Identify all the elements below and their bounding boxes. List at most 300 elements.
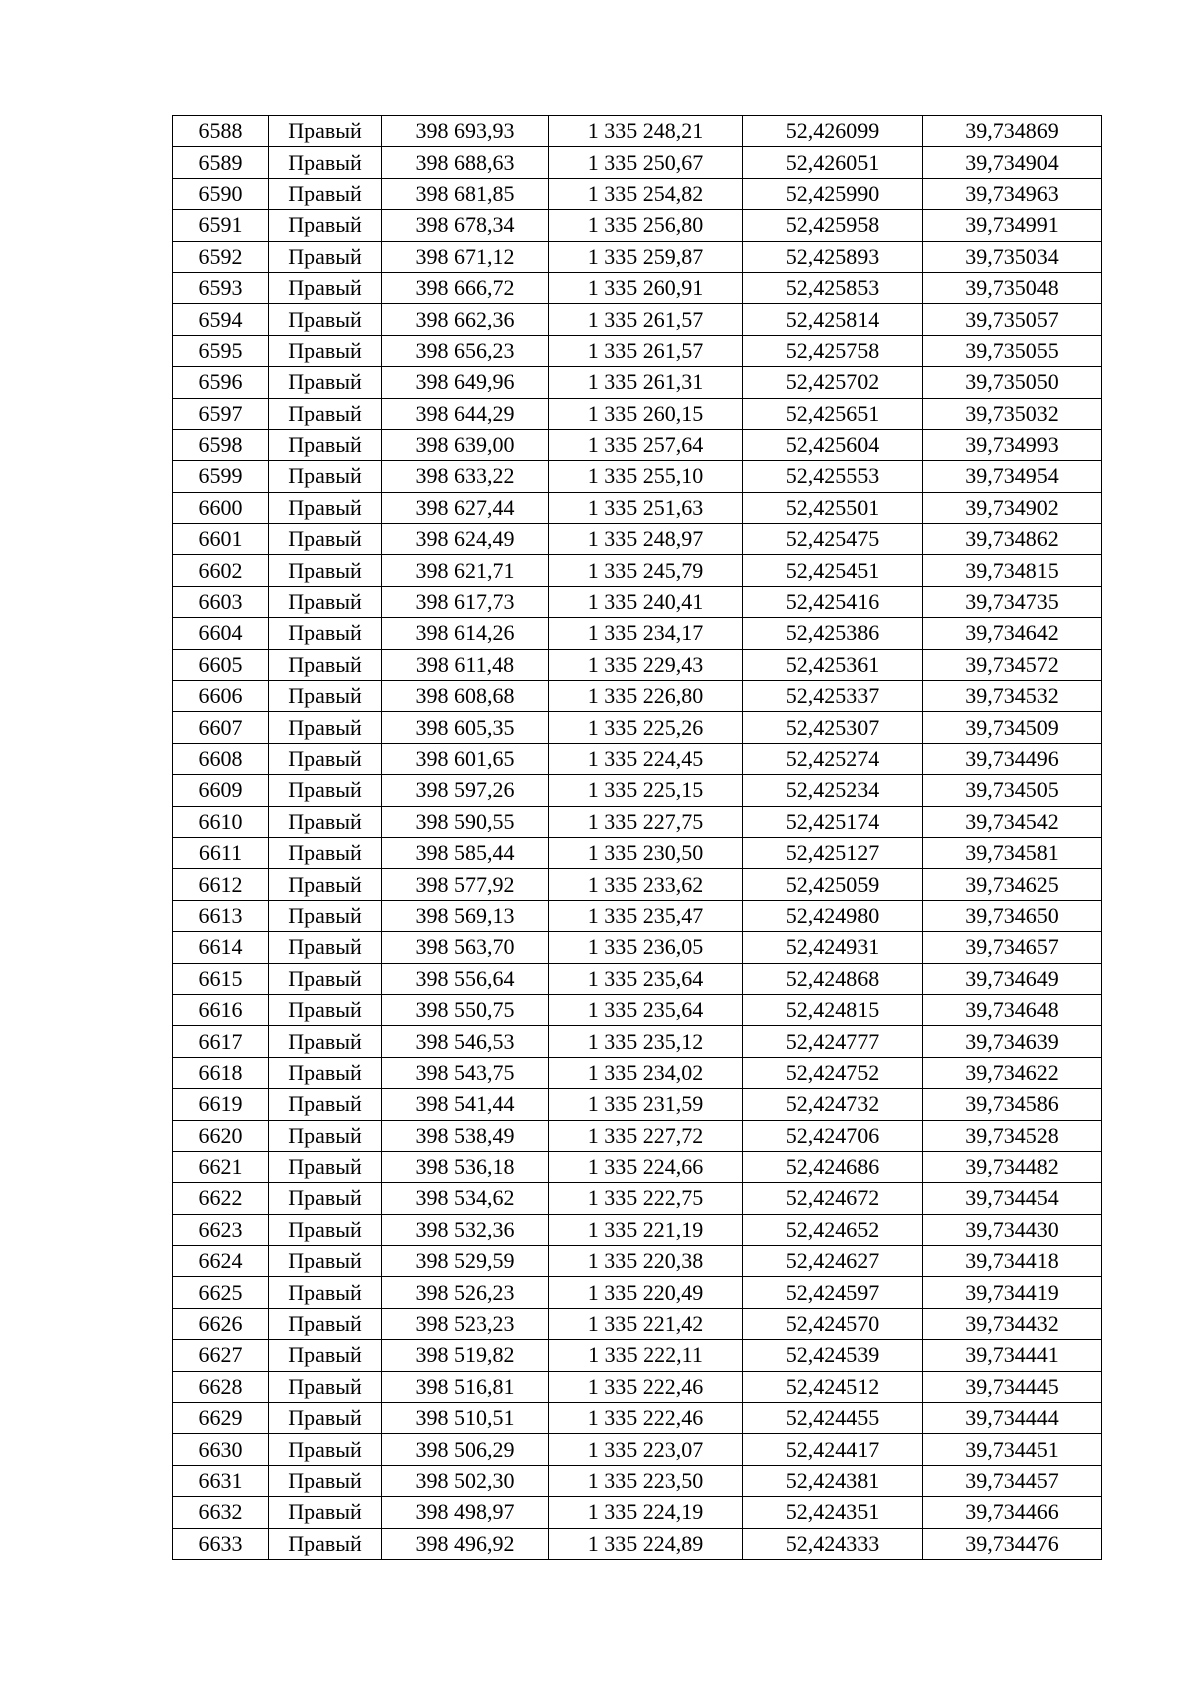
longitude-cell: 39,734869 (923, 116, 1102, 147)
coord-y-cell: 1 335 250,67 (549, 147, 743, 178)
longitude-cell: 39,734496 (923, 743, 1102, 774)
coord-y-cell: 1 335 235,64 (549, 963, 743, 994)
latitude-cell: 52,425893 (743, 241, 923, 272)
latitude-cell: 52,425127 (743, 837, 923, 868)
table-row (173, 492, 1102, 523)
longitude-cell: 39,734451 (923, 1434, 1102, 1465)
table-row (173, 1089, 1102, 1120)
coord-x-cell: 398 656,23 (382, 335, 549, 366)
point-number-cell: 6605 (173, 649, 269, 680)
latitude-cell: 52,425234 (743, 775, 923, 806)
side-cell: Правый (269, 586, 382, 617)
coord-x-cell: 398 506,29 (382, 1434, 549, 1465)
point-number-cell: 6625 (173, 1277, 269, 1308)
latitude-cell: 52,425990 (743, 178, 923, 209)
table-row (173, 1183, 1102, 1214)
point-number-cell: 6611 (173, 837, 269, 868)
point-number-cell: 6629 (173, 1403, 269, 1434)
coord-y-cell: 1 335 235,64 (549, 994, 743, 1025)
coord-y-cell: 1 335 227,72 (549, 1120, 743, 1151)
longitude-cell: 39,734466 (923, 1497, 1102, 1528)
latitude-cell: 52,425174 (743, 806, 923, 837)
side-cell: Правый (269, 398, 382, 429)
side-cell: Правый (269, 492, 382, 523)
point-number-cell: 6604 (173, 618, 269, 649)
latitude-cell: 52,425416 (743, 586, 923, 617)
coord-x-cell: 398 671,12 (382, 241, 549, 272)
latitude-cell: 52,425274 (743, 743, 923, 774)
side-cell: Правый (269, 1214, 382, 1245)
coord-x-cell: 398 633,22 (382, 461, 549, 492)
table-row (173, 586, 1102, 617)
longitude-cell: 39,734445 (923, 1371, 1102, 1402)
table-row (173, 649, 1102, 680)
longitude-cell: 39,734444 (923, 1403, 1102, 1434)
coord-y-cell: 1 335 220,38 (549, 1246, 743, 1277)
longitude-cell: 39,734586 (923, 1089, 1102, 1120)
side-cell: Правый (269, 1308, 382, 1339)
latitude-cell: 52,425501 (743, 492, 923, 523)
table-row (173, 367, 1102, 398)
side-cell: Правый (269, 1246, 382, 1277)
latitude-cell: 52,424455 (743, 1403, 923, 1434)
coordinates-table-body (173, 116, 1102, 1560)
table-row (173, 116, 1102, 147)
point-number-cell: 6616 (173, 994, 269, 1025)
point-number-cell: 6621 (173, 1151, 269, 1182)
longitude-cell: 39,735032 (923, 398, 1102, 429)
longitude-cell: 39,734657 (923, 932, 1102, 963)
longitude-cell: 39,734441 (923, 1340, 1102, 1371)
coord-x-cell: 398 496,92 (382, 1528, 549, 1559)
coord-y-cell: 1 335 251,63 (549, 492, 743, 523)
side-cell: Правый (269, 1528, 382, 1559)
coord-x-cell: 398 546,53 (382, 1026, 549, 1057)
longitude-cell: 39,734904 (923, 147, 1102, 178)
longitude-cell: 39,734815 (923, 555, 1102, 586)
table-row (173, 335, 1102, 366)
side-cell: Правый (269, 367, 382, 398)
point-number-cell: 6613 (173, 900, 269, 931)
coord-y-cell: 1 335 226,80 (549, 681, 743, 712)
side-cell: Правый (269, 649, 382, 680)
side-cell: Правый (269, 272, 382, 303)
side-cell: Правый (269, 775, 382, 806)
latitude-cell: 52,425553 (743, 461, 923, 492)
side-cell: Правый (269, 1403, 382, 1434)
side-cell: Правый (269, 712, 382, 743)
longitude-cell: 39,734509 (923, 712, 1102, 743)
longitude-cell: 39,735055 (923, 335, 1102, 366)
coord-y-cell: 1 335 224,89 (549, 1528, 743, 1559)
coord-y-cell: 1 335 222,11 (549, 1340, 743, 1371)
point-number-cell: 6599 (173, 461, 269, 492)
coord-y-cell: 1 335 254,82 (549, 178, 743, 209)
table-row (173, 1340, 1102, 1371)
side-cell: Правый (269, 963, 382, 994)
latitude-cell: 52,425651 (743, 398, 923, 429)
longitude-cell: 39,734476 (923, 1528, 1102, 1559)
side-cell: Правый (269, 429, 382, 460)
table-row (173, 1308, 1102, 1339)
longitude-cell: 39,734650 (923, 900, 1102, 931)
latitude-cell: 52,424512 (743, 1371, 923, 1402)
coord-y-cell: 1 335 235,12 (549, 1026, 743, 1057)
longitude-cell: 39,734542 (923, 806, 1102, 837)
coord-y-cell: 1 335 256,80 (549, 210, 743, 241)
table-row (173, 429, 1102, 460)
table-row (173, 712, 1102, 743)
table-row (173, 837, 1102, 868)
latitude-cell: 52,426099 (743, 116, 923, 147)
side-cell: Правый (269, 178, 382, 209)
latitude-cell: 52,425059 (743, 869, 923, 900)
point-number-cell: 6626 (173, 1308, 269, 1339)
point-number-cell: 6607 (173, 712, 269, 743)
coord-y-cell: 1 335 255,10 (549, 461, 743, 492)
side-cell: Правый (269, 681, 382, 712)
table-row (173, 1465, 1102, 1496)
coord-y-cell: 1 335 222,46 (549, 1403, 743, 1434)
coord-x-cell: 398 608,68 (382, 681, 549, 712)
side-cell: Правый (269, 900, 382, 931)
longitude-cell: 39,734482 (923, 1151, 1102, 1182)
longitude-cell: 39,734505 (923, 775, 1102, 806)
point-number-cell: 6589 (173, 147, 269, 178)
table-row (173, 681, 1102, 712)
latitude-cell: 52,426051 (743, 147, 923, 178)
table-row (173, 963, 1102, 994)
point-number-cell: 6610 (173, 806, 269, 837)
coord-y-cell: 1 335 261,31 (549, 367, 743, 398)
point-number-cell: 6627 (173, 1340, 269, 1371)
longitude-cell: 39,734622 (923, 1057, 1102, 1088)
side-cell: Правый (269, 1340, 382, 1371)
table-row (173, 555, 1102, 586)
coord-x-cell: 398 534,62 (382, 1183, 549, 1214)
point-number-cell: 6614 (173, 932, 269, 963)
point-number-cell: 6618 (173, 1057, 269, 1088)
point-number-cell: 6608 (173, 743, 269, 774)
latitude-cell: 52,425702 (743, 367, 923, 398)
table-row (173, 147, 1102, 178)
longitude-cell: 39,734735 (923, 586, 1102, 617)
point-number-cell: 6588 (173, 116, 269, 147)
coord-x-cell: 398 693,93 (382, 116, 549, 147)
coord-y-cell: 1 335 230,50 (549, 837, 743, 868)
latitude-cell: 52,425604 (743, 429, 923, 460)
point-number-cell: 6630 (173, 1434, 269, 1465)
coord-x-cell: 398 556,64 (382, 963, 549, 994)
latitude-cell: 52,424815 (743, 994, 923, 1025)
coord-y-cell: 1 335 224,19 (549, 1497, 743, 1528)
table-row (173, 1434, 1102, 1465)
table-row (173, 994, 1102, 1025)
latitude-cell: 52,425958 (743, 210, 923, 241)
side-cell: Правый (269, 116, 382, 147)
point-number-cell: 6612 (173, 869, 269, 900)
coord-x-cell: 398 569,13 (382, 900, 549, 931)
coord-y-cell: 1 335 221,42 (549, 1308, 743, 1339)
coord-x-cell: 398 649,96 (382, 367, 549, 398)
table-row (173, 1246, 1102, 1277)
point-number-cell: 6592 (173, 241, 269, 272)
coord-y-cell: 1 335 227,75 (549, 806, 743, 837)
longitude-cell: 39,734963 (923, 178, 1102, 209)
table-row (173, 210, 1102, 241)
latitude-cell: 52,424686 (743, 1151, 923, 1182)
latitude-cell: 52,425361 (743, 649, 923, 680)
longitude-cell: 39,734648 (923, 994, 1102, 1025)
point-number-cell: 6597 (173, 398, 269, 429)
table-row (173, 272, 1102, 303)
longitude-cell: 39,734572 (923, 649, 1102, 680)
longitude-cell: 39,734532 (923, 681, 1102, 712)
longitude-cell: 39,734454 (923, 1183, 1102, 1214)
coord-x-cell: 398 681,85 (382, 178, 549, 209)
latitude-cell: 52,425337 (743, 681, 923, 712)
latitude-cell: 52,424672 (743, 1183, 923, 1214)
longitude-cell: 39,734991 (923, 210, 1102, 241)
coord-x-cell: 398 577,92 (382, 869, 549, 900)
coord-x-cell: 398 605,35 (382, 712, 549, 743)
side-cell: Правый (269, 1497, 382, 1528)
coord-x-cell: 398 614,26 (382, 618, 549, 649)
coord-x-cell: 398 529,59 (382, 1246, 549, 1277)
point-number-cell: 6628 (173, 1371, 269, 1402)
coord-y-cell: 1 335 224,45 (549, 743, 743, 774)
coord-x-cell: 398 621,71 (382, 555, 549, 586)
longitude-cell: 39,735050 (923, 367, 1102, 398)
latitude-cell: 52,425451 (743, 555, 923, 586)
longitude-cell: 39,734625 (923, 869, 1102, 900)
coord-y-cell: 1 335 248,21 (549, 116, 743, 147)
latitude-cell: 52,425853 (743, 272, 923, 303)
latitude-cell: 52,425814 (743, 304, 923, 335)
table-row (173, 1497, 1102, 1528)
point-number-cell: 6631 (173, 1465, 269, 1496)
side-cell: Правый (269, 147, 382, 178)
coord-y-cell: 1 335 222,75 (549, 1183, 743, 1214)
table-row (173, 932, 1102, 963)
coord-y-cell: 1 335 260,15 (549, 398, 743, 429)
coord-y-cell: 1 335 229,43 (549, 649, 743, 680)
side-cell: Правый (269, 555, 382, 586)
coord-x-cell: 398 624,49 (382, 524, 549, 555)
coord-x-cell: 398 526,23 (382, 1277, 549, 1308)
point-number-cell: 6617 (173, 1026, 269, 1057)
table-row (173, 1057, 1102, 1088)
coord-y-cell: 1 335 257,64 (549, 429, 743, 460)
table-row (173, 618, 1102, 649)
latitude-cell: 52,424652 (743, 1214, 923, 1245)
longitude-cell: 39,734649 (923, 963, 1102, 994)
coord-x-cell: 398 627,44 (382, 492, 549, 523)
side-cell: Правый (269, 241, 382, 272)
coord-y-cell: 1 335 220,49 (549, 1277, 743, 1308)
coord-x-cell: 398 678,34 (382, 210, 549, 241)
table-row (173, 1528, 1102, 1559)
coord-x-cell: 398 538,49 (382, 1120, 549, 1151)
side-cell: Правый (269, 304, 382, 335)
coord-x-cell: 398 563,70 (382, 932, 549, 963)
coord-y-cell: 1 335 222,46 (549, 1371, 743, 1402)
latitude-cell: 52,424570 (743, 1308, 923, 1339)
table-row (173, 1026, 1102, 1057)
table-row (173, 1277, 1102, 1308)
side-cell: Правый (269, 618, 382, 649)
table-row (173, 869, 1102, 900)
side-cell: Правый (269, 1057, 382, 1088)
longitude-cell: 39,735034 (923, 241, 1102, 272)
longitude-cell: 39,734642 (923, 618, 1102, 649)
coord-x-cell: 398 644,29 (382, 398, 549, 429)
side-cell: Правый (269, 994, 382, 1025)
point-number-cell: 6620 (173, 1120, 269, 1151)
longitude-cell: 39,734862 (923, 524, 1102, 555)
side-cell: Правый (269, 1434, 382, 1465)
coord-y-cell: 1 335 236,05 (549, 932, 743, 963)
point-number-cell: 6606 (173, 681, 269, 712)
table-row (173, 241, 1102, 272)
side-cell: Правый (269, 806, 382, 837)
longitude-cell: 39,734954 (923, 461, 1102, 492)
coord-x-cell: 398 523,23 (382, 1308, 549, 1339)
side-cell: Правый (269, 210, 382, 241)
longitude-cell: 39,734902 (923, 492, 1102, 523)
coord-y-cell: 1 335 234,02 (549, 1057, 743, 1088)
coord-x-cell: 398 550,75 (382, 994, 549, 1025)
side-cell: Правый (269, 1151, 382, 1182)
latitude-cell: 52,424752 (743, 1057, 923, 1088)
side-cell: Правый (269, 743, 382, 774)
coord-x-cell: 398 541,44 (382, 1089, 549, 1120)
coord-y-cell: 1 335 223,07 (549, 1434, 743, 1465)
coord-y-cell: 1 335 233,62 (549, 869, 743, 900)
side-cell: Правый (269, 1465, 382, 1496)
point-number-cell: 6632 (173, 1497, 269, 1528)
longitude-cell: 39,734418 (923, 1246, 1102, 1277)
table-row (173, 304, 1102, 335)
side-cell: Правый (269, 932, 382, 963)
coord-x-cell: 398 611,48 (382, 649, 549, 680)
coord-x-cell: 398 585,44 (382, 837, 549, 868)
latitude-cell: 52,424931 (743, 932, 923, 963)
table-row (173, 178, 1102, 209)
coord-y-cell: 1 335 235,47 (549, 900, 743, 931)
table-row (173, 900, 1102, 931)
latitude-cell: 52,425386 (743, 618, 923, 649)
table-row (173, 398, 1102, 429)
side-cell: Правый (269, 837, 382, 868)
side-cell: Правый (269, 869, 382, 900)
coordinates-table (172, 115, 1102, 1560)
side-cell: Правый (269, 1371, 382, 1402)
longitude-cell: 39,734639 (923, 1026, 1102, 1057)
latitude-cell: 52,424706 (743, 1120, 923, 1151)
coord-x-cell: 398 532,36 (382, 1214, 549, 1245)
table-row (173, 806, 1102, 837)
side-cell: Правый (269, 461, 382, 492)
table-row (173, 775, 1102, 806)
coord-x-cell: 398 688,63 (382, 147, 549, 178)
coord-y-cell: 1 335 259,87 (549, 241, 743, 272)
longitude-cell: 39,734430 (923, 1214, 1102, 1245)
coord-x-cell: 398 666,72 (382, 272, 549, 303)
point-number-cell: 6622 (173, 1183, 269, 1214)
side-cell: Правый (269, 1120, 382, 1151)
point-number-cell: 6601 (173, 524, 269, 555)
coord-y-cell: 1 335 240,41 (549, 586, 743, 617)
latitude-cell: 52,424732 (743, 1089, 923, 1120)
point-number-cell: 6590 (173, 178, 269, 209)
coord-y-cell: 1 335 260,91 (549, 272, 743, 303)
table-row (173, 1403, 1102, 1434)
longitude-cell: 39,734419 (923, 1277, 1102, 1308)
coord-x-cell: 398 543,75 (382, 1057, 549, 1088)
coord-y-cell: 1 335 223,50 (549, 1465, 743, 1496)
latitude-cell: 52,424597 (743, 1277, 923, 1308)
coord-x-cell: 398 498,97 (382, 1497, 549, 1528)
latitude-cell: 52,425475 (743, 524, 923, 555)
latitude-cell: 52,424777 (743, 1026, 923, 1057)
coord-y-cell: 1 335 231,59 (549, 1089, 743, 1120)
coord-y-cell: 1 335 245,79 (549, 555, 743, 586)
coord-y-cell: 1 335 221,19 (549, 1214, 743, 1245)
coord-x-cell: 398 590,55 (382, 806, 549, 837)
side-cell: Правый (269, 1277, 382, 1308)
table-row (173, 1214, 1102, 1245)
latitude-cell: 52,424333 (743, 1528, 923, 1559)
point-number-cell: 6615 (173, 963, 269, 994)
longitude-cell: 39,734528 (923, 1120, 1102, 1151)
point-number-cell: 6598 (173, 429, 269, 460)
latitude-cell: 52,424539 (743, 1340, 923, 1371)
point-number-cell: 6593 (173, 272, 269, 303)
point-number-cell: 6591 (173, 210, 269, 241)
longitude-cell: 39,734581 (923, 837, 1102, 868)
coord-x-cell: 398 639,00 (382, 429, 549, 460)
point-number-cell: 6600 (173, 492, 269, 523)
coord-x-cell: 398 601,65 (382, 743, 549, 774)
coord-y-cell: 1 335 261,57 (549, 304, 743, 335)
point-number-cell: 6623 (173, 1214, 269, 1245)
latitude-cell: 52,424627 (743, 1246, 923, 1277)
side-cell: Правый (269, 1026, 382, 1057)
side-cell: Правый (269, 335, 382, 366)
latitude-cell: 52,424381 (743, 1465, 923, 1496)
coord-x-cell: 398 516,81 (382, 1371, 549, 1402)
latitude-cell: 52,424351 (743, 1497, 923, 1528)
coord-y-cell: 1 335 225,15 (549, 775, 743, 806)
longitude-cell: 39,734993 (923, 429, 1102, 460)
point-number-cell: 6633 (173, 1528, 269, 1559)
table-row (173, 1120, 1102, 1151)
point-number-cell: 6609 (173, 775, 269, 806)
latitude-cell: 52,424868 (743, 963, 923, 994)
table-row (173, 461, 1102, 492)
table-row (173, 1151, 1102, 1182)
table-row (173, 743, 1102, 774)
side-cell: Правый (269, 1183, 382, 1214)
coord-y-cell: 1 335 224,66 (549, 1151, 743, 1182)
coord-x-cell: 398 617,73 (382, 586, 549, 617)
longitude-cell: 39,734432 (923, 1308, 1102, 1339)
latitude-cell: 52,424980 (743, 900, 923, 931)
latitude-cell: 52,425307 (743, 712, 923, 743)
point-number-cell: 6602 (173, 555, 269, 586)
coord-x-cell: 398 597,26 (382, 775, 549, 806)
